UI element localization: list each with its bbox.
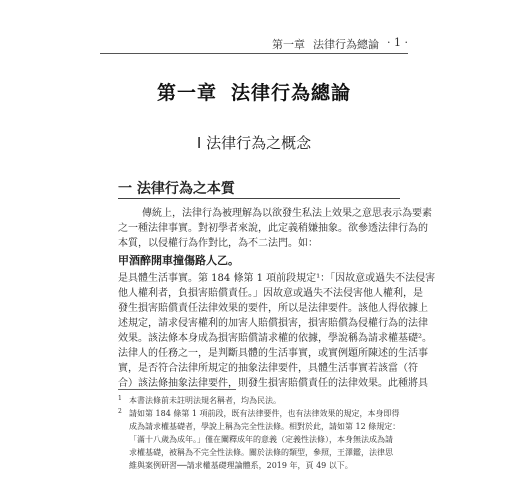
footnote-line: 維與案例研習──請求權基礎理論體系，2019 年，頁 49 以下。 [129, 461, 353, 470]
paragraph-line: 是具體生活事實。第 184 條第 1 項前段規定¹：「因故意或過失不法侵害 [118, 273, 436, 284]
paragraph-line: 之一種法律事實。對初學者來說，此定義稍嫌抽象。欲參透法律行為的 [118, 223, 428, 234]
header-chapter-label: 第一章 [272, 38, 305, 51]
subsection-rule [118, 198, 400, 199]
running-header [100, 36, 408, 52]
paragraph-line: 法律人的任務之一，是判斷具體的生活事實，或實例題所陳述的生活事 [118, 348, 428, 359]
footnotes [118, 394, 402, 472]
footnote-line: 求權基礎，被稱為不完全性法條。關於法條的類型，參照，王澤鑑，法律思 [129, 448, 393, 457]
paragraph-analysis [118, 271, 436, 391]
footnote-line: 請如第 184 條第 1 項前段，既有法律要件，也有法律效果的規定，本身即得 [129, 409, 400, 418]
footnote-line: 成為請求權基礎者，學說上稱為完全性法條。相對於此，請如第 12 條規定： [129, 422, 401, 431]
footnote-line: 「滿十八歲為成年。」僅在闡釋成年的意義（定義性法條），本身無法成為請 [129, 435, 393, 444]
header-page-number: · 1 · [387, 36, 408, 49]
case-example-heading: 甲酒醉開車撞傷路人乙。 [118, 254, 239, 267]
footnote-number: 1 [118, 395, 122, 402]
subsection-title: 一 法律行為之本質 [118, 181, 235, 197]
paragraph-line: 本質，以侵權行為作對比，為不二法門。如： [118, 238, 318, 249]
header-chapter-name: 法律行為總論 [313, 38, 379, 51]
paragraph-line: 發生損害賠償責任法律效果的要件，所以是法律要件。該他人得依據上 [118, 303, 428, 314]
footnote-item [118, 407, 402, 472]
section-title: I 法律行為之概念 [196, 134, 312, 152]
chapter-title-label: 第一章 [156, 82, 217, 104]
paragraph-line: 實，是否符合法律所規定的抽象法律要件，具體生活事實若該當（符 [118, 363, 418, 374]
footnote-item [118, 394, 402, 407]
paragraph-line: 述規定，請求侵害權利的加害人賠償損害，損害賠償為侵權行為的法律 [118, 318, 428, 329]
footnote-text [129, 407, 402, 472]
footnote-number: 2 [118, 408, 122, 415]
footnote-line: 本書法條前未註明法規名稱者，均為民法。 [129, 396, 281, 405]
footnote-rule [118, 389, 236, 390]
paragraph-line: 合）該法條抽象法律要件，則發生損害賠償責任的法律效果。此種將具 [118, 378, 428, 389]
footnote-text [129, 394, 402, 407]
chapter-title-name: 法律行為總論 [231, 82, 352, 104]
paragraph-line: 效果。該法條本身成為損害賠償請求權的依據，學說稱為請求權基礎²。 [118, 333, 433, 344]
paragraph-line: 他人權利者，負損害賠償責任。」因故意或過失不法侵害他人權利，是 [118, 288, 423, 299]
paragraph-line: 傳統上，法律行為被理解為以欲發生私法上效果之意思表示為要素 [142, 208, 432, 219]
paragraph-intro [118, 206, 432, 251]
header-rule [100, 53, 408, 54]
chapter-title [100, 78, 408, 105]
